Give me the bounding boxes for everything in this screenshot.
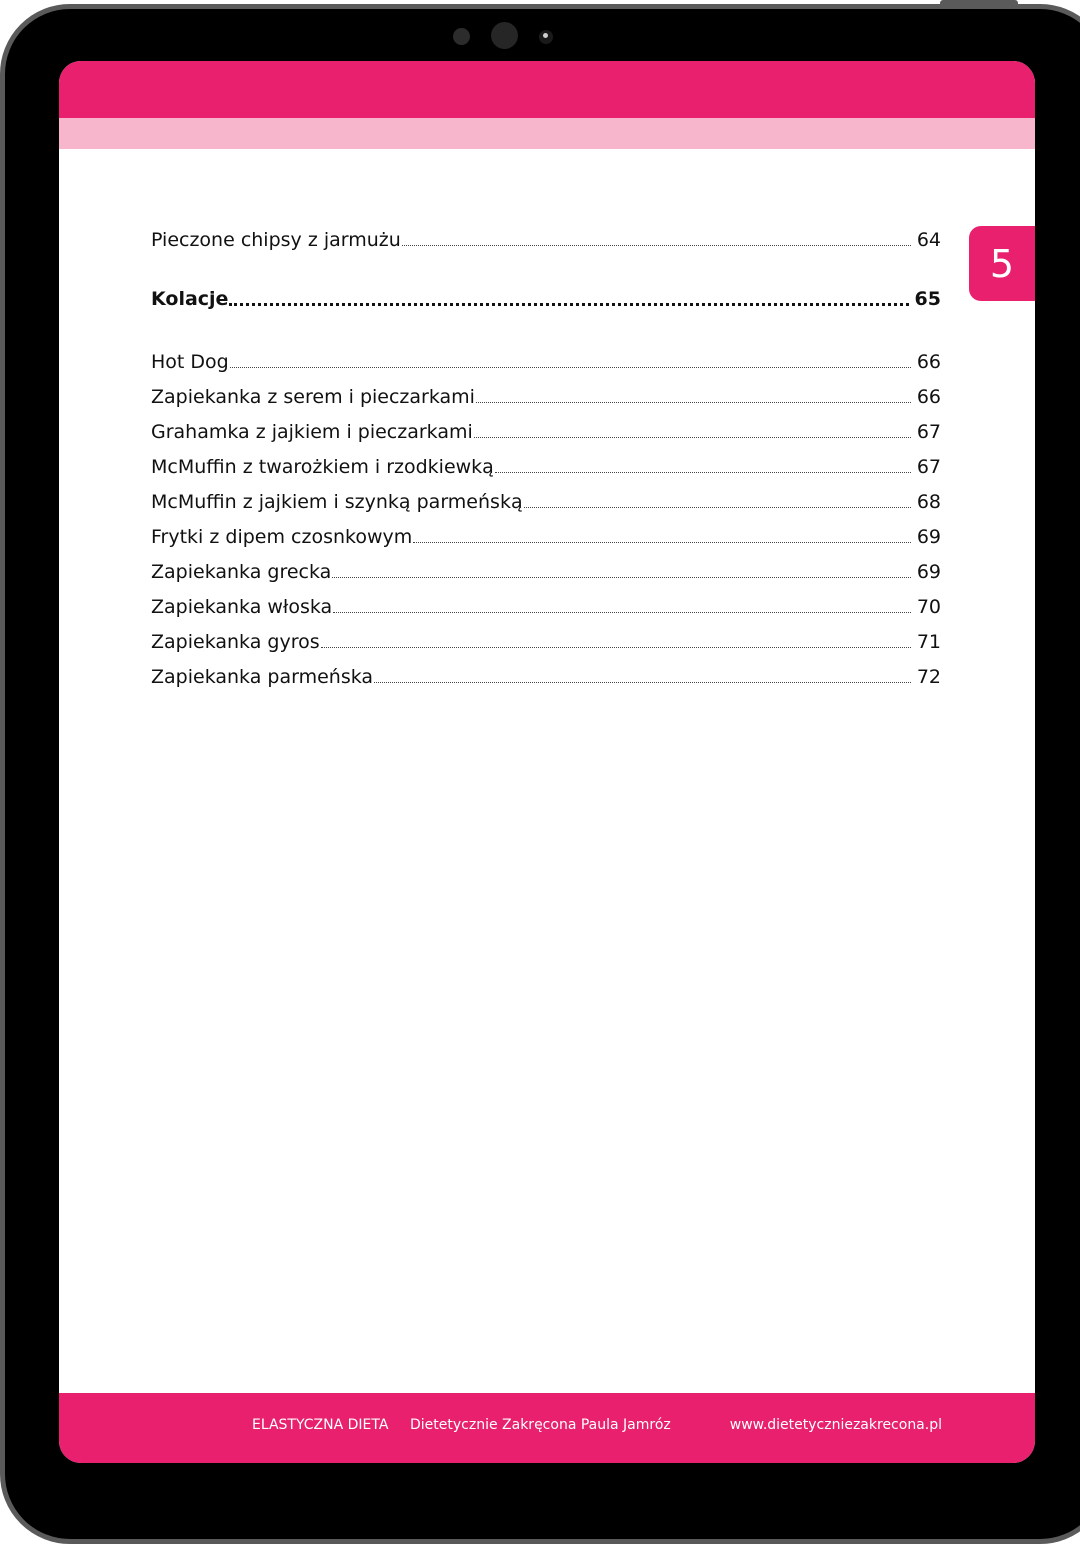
sensor-icon [453,28,470,45]
toc-leader-dots [321,647,911,648]
toc-section-title: Kolacje [151,288,229,310]
toc-section-page: 65 [914,288,941,310]
toc-entry-title: McMuffin z twarożkiem i rzodkiewką [151,456,494,478]
toc-entry[interactable] [151,626,941,652]
toc-section-heading[interactable] [151,283,941,309]
toc-entry-title: Frytki z dipem czosnkowym [151,526,413,548]
footer-website-link[interactable]: www.dietetyczniezakrecona.pl [729,1417,942,1433]
header-band [59,61,1035,118]
toc-entry[interactable] [151,416,941,442]
toc-entry-page: 72 [916,666,941,688]
toc-leader-dots [413,542,911,543]
toc-entry-page: 67 [916,456,941,478]
camera-icon [491,22,518,49]
footer-author: Dietetycznie Zakręcona Paula Jamróz [410,1417,671,1433]
toc-entry-title: Zapiekanka parmeńska [151,666,374,688]
page-number-tab: 5 [969,226,1035,301]
toc-entry-page: 66 [916,351,941,373]
toc-entry[interactable] [151,486,941,512]
toc-entry-title: Zapiekanka włoska [151,596,333,618]
toc-entry-page: 66 [916,386,941,408]
toc-entry-page: 64 [916,229,941,251]
toc-leader-dots [495,472,911,473]
toc-entry-title: Grahamka z jajkiem i pieczarkami [151,421,473,443]
toc-leader-dots [374,682,911,683]
toc-entry-page: 70 [916,596,941,618]
toc-leader-dots [333,612,911,613]
toc-entry[interactable] [151,521,941,547]
toc-entry-page: 67 [916,421,941,443]
toc-entry-page: 71 [916,631,941,653]
toc-leader-dots [474,437,911,438]
toc-entry[interactable] [151,224,941,250]
toc-entry[interactable] [151,661,941,687]
toc-entry-page: 69 [916,561,941,583]
footer-band [59,1393,1035,1463]
toc-entry-title: Zapiekanka z serem i pieczarkami [151,386,475,408]
toc-leader-dots [229,303,908,306]
toc-leader-dots [524,507,911,508]
toc-entry-title: Zapiekanka gyros [151,631,320,653]
toc-leader-dots [402,245,911,246]
toc-entry-title: Hot Dog [151,351,229,373]
toc-entry-title: McMuffin z jajkiem i szynką parmeńską [151,491,523,513]
toc-entry-page: 69 [916,526,941,548]
toc-entry[interactable] [151,346,941,372]
document-page [59,61,1035,1463]
toc-entry[interactable] [151,381,941,407]
toc-entry[interactable] [151,556,941,582]
power-button [940,0,1018,6]
toc-entry-title: Zapiekanka grecka [151,561,332,583]
toc-entry-title: Pieczone chipsy z jarmużu [151,229,401,251]
toc-leader-dots [230,367,911,368]
toc-entry[interactable] [151,451,941,477]
toc-leader-dots [332,577,911,578]
toc-entry-page: 68 [916,491,941,513]
toc-entry[interactable] [151,591,941,617]
footer-book-title: ELASTYCZNA DIETA [252,1417,389,1433]
toc-leader-dots [476,402,911,403]
camera-lens-icon [539,30,553,44]
header-band-light [59,118,1035,149]
